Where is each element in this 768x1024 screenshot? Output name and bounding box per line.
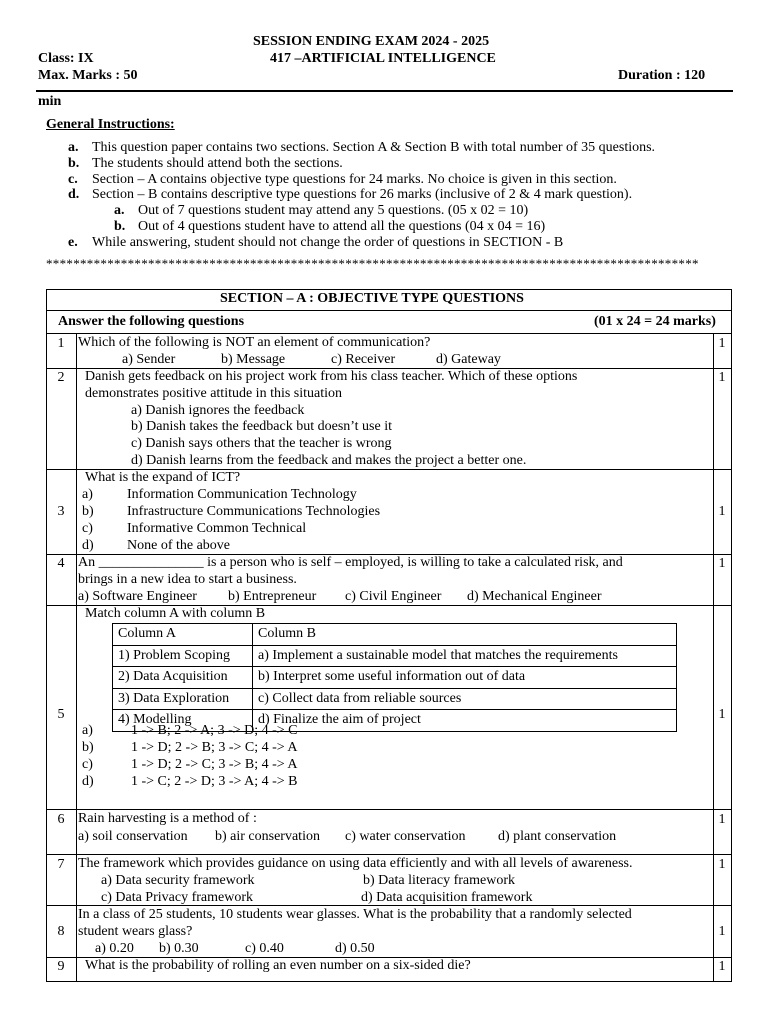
option: c) Data Privacy framework: [101, 890, 253, 905]
table-row: [113, 688, 677, 710]
duration: Duration : 120: [618, 68, 706, 83]
class-label: Class: IX: [38, 51, 94, 66]
table-cell: d) Finalize the aim of project: [253, 710, 677, 732]
option: 1 -> D; 2 -> C; 3 -> B; 4 -> A: [131, 757, 298, 772]
question-mark: 1: [718, 924, 726, 939]
option: c) Civil Engineer: [345, 589, 442, 604]
question-mark: 1: [718, 959, 726, 974]
option: d) Data acquisition framework: [361, 890, 533, 905]
question-mark: 1: [718, 707, 726, 722]
question-text: Which of the following is NOT an element of communication?: [78, 335, 431, 350]
option: d) plant conservation: [498, 829, 617, 844]
option-label: d): [82, 774, 94, 789]
question-text: What is the expand of ICT?: [85, 470, 241, 485]
option: d) Danish learns from the feedback and makes the project a better one.: [131, 453, 527, 468]
section-a-instruction: Answer the following questions: [58, 314, 245, 329]
max-marks: Max. Marks : 50: [38, 68, 138, 83]
option: b) Data literacy framework: [363, 873, 515, 888]
option: a) Danish ignores the feedback: [131, 403, 305, 418]
question-text: Rain harvesting is a method of :: [78, 811, 257, 826]
question-number: 4: [57, 556, 65, 571]
option-label: c): [82, 757, 93, 772]
option: a) Software Engineer: [78, 589, 197, 604]
question-text: The framework which provides guidance on using data efficiently and with all levels of awareness.: [78, 856, 633, 871]
option: c) Danish says others that the teacher is wrong: [131, 436, 392, 451]
option: c) Receiver: [331, 352, 396, 367]
question-text: student wears glass?: [78, 924, 193, 939]
instructions-heading: General Instructions:: [46, 117, 175, 132]
question-number: 3: [57, 504, 65, 519]
option: None of the above: [127, 538, 231, 553]
option: c) water conservation: [345, 829, 466, 844]
instruction-subitem: b. Out of 4 questions student have to attend all the questions (04 x 04 = 16): [114, 218, 546, 234]
match-table: [112, 623, 677, 732]
option: d) Gateway: [436, 352, 501, 367]
question-text: An _______________ is a person who is self – employed, is willing to take a calculated risk, and: [78, 555, 623, 570]
row-divider: [46, 333, 732, 334]
table-cell: b) Interpret some useful information out of data: [253, 667, 677, 689]
option: a) Data security framework: [101, 873, 255, 888]
table-row: [113, 645, 677, 667]
option-label: c): [82, 521, 93, 536]
instruction-item: c. Section – A contains objective type questions for 24 marks. No choice is given in this section.: [68, 171, 617, 187]
table-cell: 3) Data Exploration: [113, 688, 253, 710]
table-cell: 2) Data Acquisition: [113, 667, 253, 689]
question-number: 6: [57, 812, 65, 827]
question-text: Match column A with column B: [85, 606, 266, 621]
question-text: In a class of 25 students, 10 students wear glasses. What is the probability that a randomly selected: [78, 907, 632, 922]
option-label: a): [82, 723, 93, 738]
option-label: b): [82, 504, 94, 519]
option: b) Message: [221, 352, 286, 367]
option: d) Mechanical Engineer: [467, 589, 602, 604]
separator-stars: ************************************************************************************************: [46, 256, 699, 271]
instruction-item: d. Section – B contains descriptive type questions for 26 marks (inclusive of 2 & 4 mark question).: [68, 187, 633, 203]
question-text: brings in a new idea to start a business.: [78, 572, 297, 587]
row-divider: [46, 310, 732, 311]
option-label: a): [82, 487, 93, 502]
instruction-subitem: a. Out of 7 questions student may attend any 5 questions. (05 x 02 = 10): [114, 203, 529, 219]
option: b) Danish takes the feedback but doesn’t use it: [131, 419, 393, 434]
row-divider: [46, 854, 732, 855]
section-a-title: SECTION – A : OBJECTIVE TYPE QUESTIONS: [220, 291, 524, 306]
table-row: [113, 624, 677, 646]
section-a-marks: (01 x 24 = 24 marks): [594, 314, 716, 329]
question-number: 1: [57, 336, 65, 351]
option: a) soil conservation: [78, 829, 188, 844]
option: b) air conservation: [215, 829, 320, 844]
option: Information Communication Technology: [127, 487, 357, 502]
option: a) 0.20: [95, 941, 134, 956]
option: d) 0.50: [335, 941, 375, 956]
option: Infrastructure Communications Technologies: [127, 504, 381, 519]
option: c) 0.40: [245, 941, 284, 956]
instruction-item: e. While answering, student should not change the order of questions in SECTION - B: [68, 234, 564, 250]
duration-unit: min: [38, 94, 62, 109]
subject-title: 417 –ARTIFICIAL INTELLIGENCE: [270, 51, 496, 66]
instruction-item: b. The students should attend both the sections.: [68, 155, 343, 171]
question-text: What is the probability of rolling an even number on a six-sided die?: [85, 958, 471, 973]
option-label: d): [82, 538, 94, 553]
option: b) 0.30: [159, 941, 199, 956]
table-cell: a) Implement a sustainable model that matches the requirements: [253, 645, 677, 667]
question-text: demonstrates positive attitude in this situation: [85, 386, 343, 401]
question-mark: 1: [718, 556, 726, 571]
table-cell: 4) Modelling: [113, 710, 253, 732]
option: Informative Common Technical: [127, 521, 307, 536]
question-number: 5: [57, 707, 65, 722]
question-text: Danish gets feedback on his project work from his class teacher. Which of these options: [85, 369, 578, 384]
header-rule: [36, 90, 733, 92]
question-mark: 1: [718, 857, 726, 872]
table-cell: 1) Problem Scoping: [113, 645, 253, 667]
instruction-item: a. This question paper contains two sections. Section A & Section B with total number of 35 questions.: [68, 140, 656, 155]
table-cell: c) Collect data from reliable sources: [253, 688, 677, 710]
option: a) Sender: [122, 352, 176, 367]
col-divider: [76, 333, 77, 982]
exam-title: SESSION ENDING EXAM 2024 - 2025: [253, 34, 490, 49]
col-divider: [713, 333, 714, 982]
table-row: [113, 667, 677, 689]
option-label: b): [82, 740, 94, 755]
question-mark: 1: [718, 370, 726, 385]
option: b) Entrepreneur: [228, 589, 317, 604]
question-number: 8: [57, 924, 65, 939]
question-number: 2: [57, 370, 65, 385]
option: 1 -> B; 2 -> A; 3 -> D; 4 -> C: [131, 723, 298, 738]
row-divider: [46, 809, 732, 810]
table-cell: Column A: [113, 624, 253, 646]
table-cell: Column B: [253, 624, 677, 646]
instructions-list: [64, 140, 655, 251]
option: 1 -> C; 2 -> D; 3 -> A; 4 -> B: [131, 774, 298, 789]
question-mark: 1: [718, 812, 726, 827]
question-number: 7: [57, 857, 65, 872]
option: 1 -> D; 2 -> B; 3 -> C; 4 -> A: [131, 740, 298, 755]
question-number: 9: [57, 959, 65, 974]
question-mark: 1: [718, 336, 726, 351]
question-mark: 1: [718, 504, 726, 519]
